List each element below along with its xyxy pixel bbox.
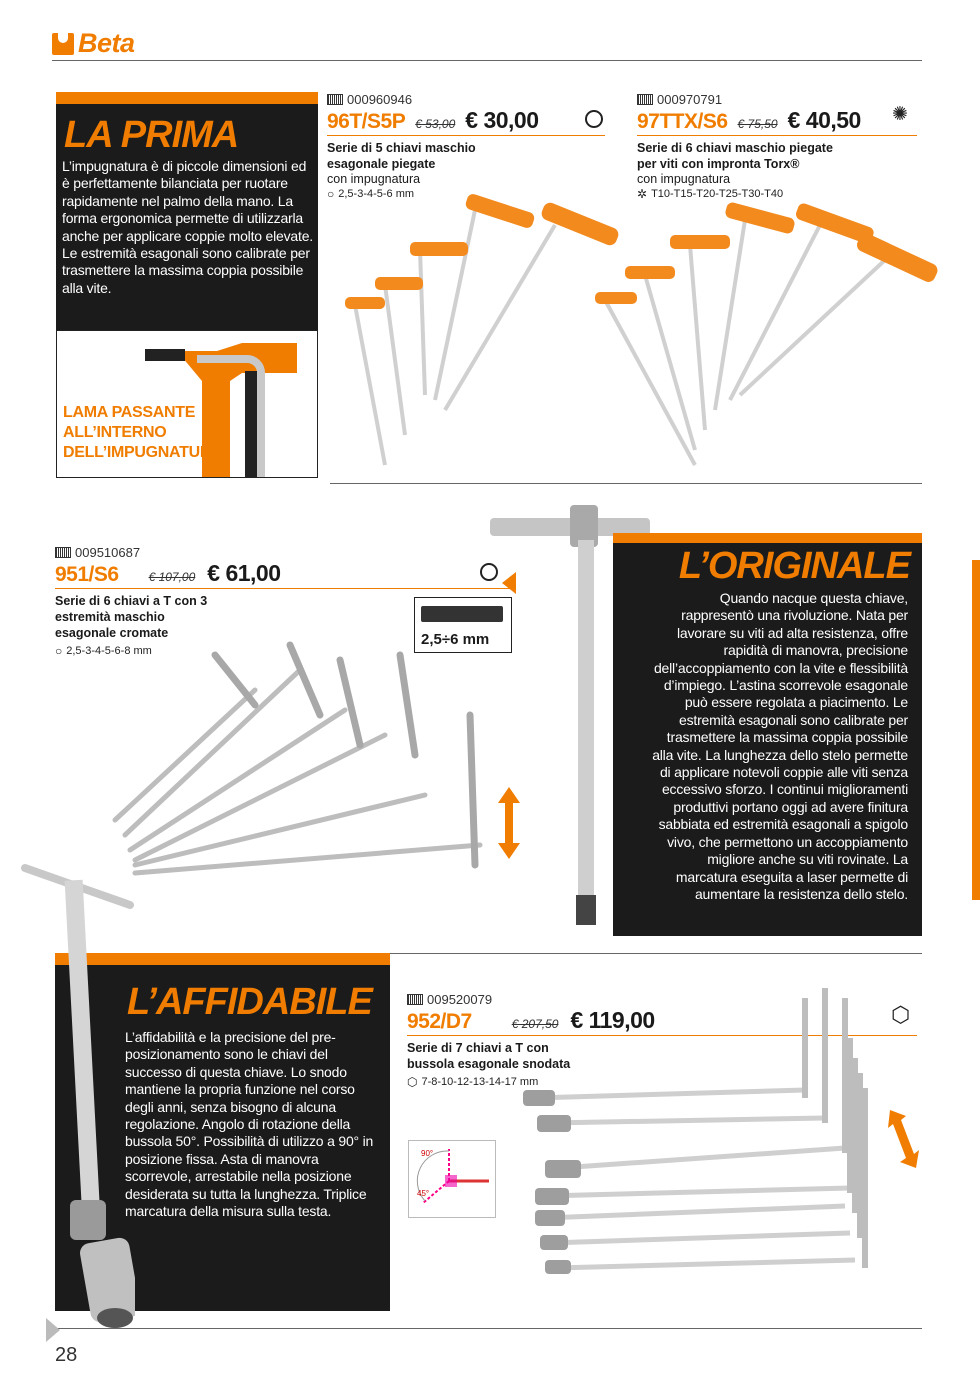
barcode-icon — [327, 94, 343, 105]
affidabile-title: L’AFFIDABILE — [127, 981, 372, 1023]
brand-name: Beta — [78, 28, 135, 58]
product-subtitle: con impugnatura — [327, 172, 421, 186]
panel-top-bar — [613, 533, 922, 543]
la-prima-text: L’impugnatura è di piccole dimensioni ed è perfettamente bilanciata per ruotare rapidamente nel palmo della mano. La forma ergonomica permette di utilizzarla anche per applicare coppie molto elevate. Le estremità esagonali sono calibrate per trasmettere la massima coppia possibile alla vite. — [62, 158, 313, 296]
circle-small-icon: ○ — [327, 187, 335, 201]
hex-keys-orange-image — [325, 185, 625, 475]
hexagon-icon: ⬡ — [891, 1002, 911, 1027]
barcode-icon — [637, 94, 653, 105]
old-price: € 53,00 — [415, 117, 456, 131]
section-rule — [330, 483, 922, 484]
angle-diagram — [408, 1140, 496, 1218]
price: € 40,50 — [787, 107, 861, 133]
brand-logo — [52, 28, 135, 59]
product-code: 96T/S5P — [327, 110, 406, 133]
product-description: Serie di 5 chiavi maschio esagonale piegate — [327, 141, 476, 171]
hexagon-small-icon: ⬡ — [407, 1075, 418, 1089]
product-description: Serie di 6 chiavi a T con 3 estremità maschio esagonale cromate — [55, 594, 208, 640]
article-number: 000970791 — [657, 92, 723, 107]
originale-side-tab — [972, 560, 980, 900]
article-number: 009510687 — [75, 545, 141, 560]
product-spec: ✲ T10-T15-T20-T25-T30-T40 — [637, 187, 784, 201]
article-number: 009520079 — [427, 992, 493, 1007]
angle-90-label: 90° — [421, 1149, 434, 1158]
price: € 30,00 — [465, 107, 539, 133]
footer-rule — [55, 1328, 922, 1329]
product-spec: ○ 2,5-3-4-5-6 mm — [327, 187, 415, 201]
page-number: 28 — [55, 1344, 78, 1366]
t-handle-keys-image — [95, 635, 525, 895]
affidabile-text: L’affidabilità e la precisione del pre-posizionamento sono le chiavi del successo di questa chiave. Lo snodo mantiene la propria funzione nel corso degli anni, senza bisogno di alcuna regolazione. Angolo di rotazione della bussola 50°. Possibilità di utilizzo a 90° in posizione fissa. Asta di manovra scorrevole, arrestabile nella posizione desiderata su tutta la lunghezza. Triplice marcatura della misura sulla testa. — [125, 1029, 374, 1220]
section-rule — [330, 953, 922, 954]
product-price-row — [55, 560, 515, 589]
product-description: Serie di 7 chiavi a T con bussola esagonale snodata — [407, 1041, 571, 1071]
double-arrow-icon — [886, 1108, 920, 1170]
product-code: 952/D7 — [407, 1010, 472, 1033]
product-code: 951/S6 — [55, 563, 119, 586]
product-97ttx — [637, 92, 917, 201]
beta-logo-icon — [52, 33, 74, 55]
jointed-t-wrench-image — [15, 860, 135, 1330]
circle-small-icon: ○ — [55, 644, 63, 658]
la-prima-detail-box — [56, 330, 318, 478]
old-price: € 207,50 — [511, 1017, 559, 1031]
product-description: Serie di 6 chiavi maschio piegate per viti con impronta Torx® — [637, 141, 833, 171]
jointed-t-keys-set-image — [515, 978, 885, 1283]
product-subtitle: con impugnatura — [637, 172, 731, 186]
article-line — [327, 92, 605, 107]
article-line — [637, 92, 917, 107]
price: € 61,00 — [207, 560, 281, 586]
old-price: € 75,50 — [737, 117, 778, 131]
old-price: € 107,00 — [148, 570, 196, 584]
panel-top-bar — [56, 92, 318, 104]
angle-45-label: 45° — [417, 1189, 430, 1198]
torx-icon: ✺ — [892, 104, 908, 125]
price: € 119,00 — [570, 1007, 655, 1033]
la-prima-title: LA PRIMA — [64, 114, 239, 156]
article-line — [55, 545, 515, 560]
product-code: 97TTX/S6 — [637, 110, 728, 133]
size-badge-label: 2,5÷6 mm — [421, 631, 490, 648]
product-price-row — [637, 104, 917, 136]
originale-title: L’ORIGINALE — [678, 545, 910, 587]
article-number: 000960946 — [347, 92, 413, 107]
originale-panel — [613, 533, 922, 936]
footer-marker-icon — [46, 1318, 60, 1342]
product-spec: ○ 2,5-3-4-5-6-8 mm — [55, 644, 152, 658]
product-spec: ⬡ 7-8-10-12-13-14-17 mm — [407, 1075, 539, 1089]
header-rule — [52, 60, 922, 61]
torx-small-icon: ✲ — [637, 187, 648, 201]
circle-icon — [585, 110, 603, 128]
la-prima-panel — [56, 92, 318, 330]
torx-keys-orange-image — [585, 200, 945, 475]
barcode-icon — [407, 994, 423, 1005]
product-price-row — [327, 107, 605, 136]
originale-text: Quando nacque questa chiave, rappresentò una rivoluzione. Nata per lavorare su viti ad alta resistenza, offre rapidità di manovra, precisione dell’accoppiamento con la vite e flessibilità d’impiego. L’astina scorrevole esagonale può essere regolata a piacimento. Le estremità esagonali sono calibrate per trasmettere la massima coppia possibile alla vite. La lunghezza dello stelo permette di applicare notevoli coppie alle viti senza eccessivo sforzo. I continui miglioramenti produttivi portano oggi ad avere finitura sabbiata ed estremità esagonali a spigolo vivo, che permettono un accoppiamento migliore anche su viti rovinate. La marcatura eseguita a laser permette di aumentare la resistenza dello stelo. — [652, 590, 908, 902]
la-prima-callout: LAMA PASSANTE ALL’INTERNO DELL’IMPUGNATURA — [63, 404, 223, 461]
barcode-icon — [55, 547, 71, 558]
